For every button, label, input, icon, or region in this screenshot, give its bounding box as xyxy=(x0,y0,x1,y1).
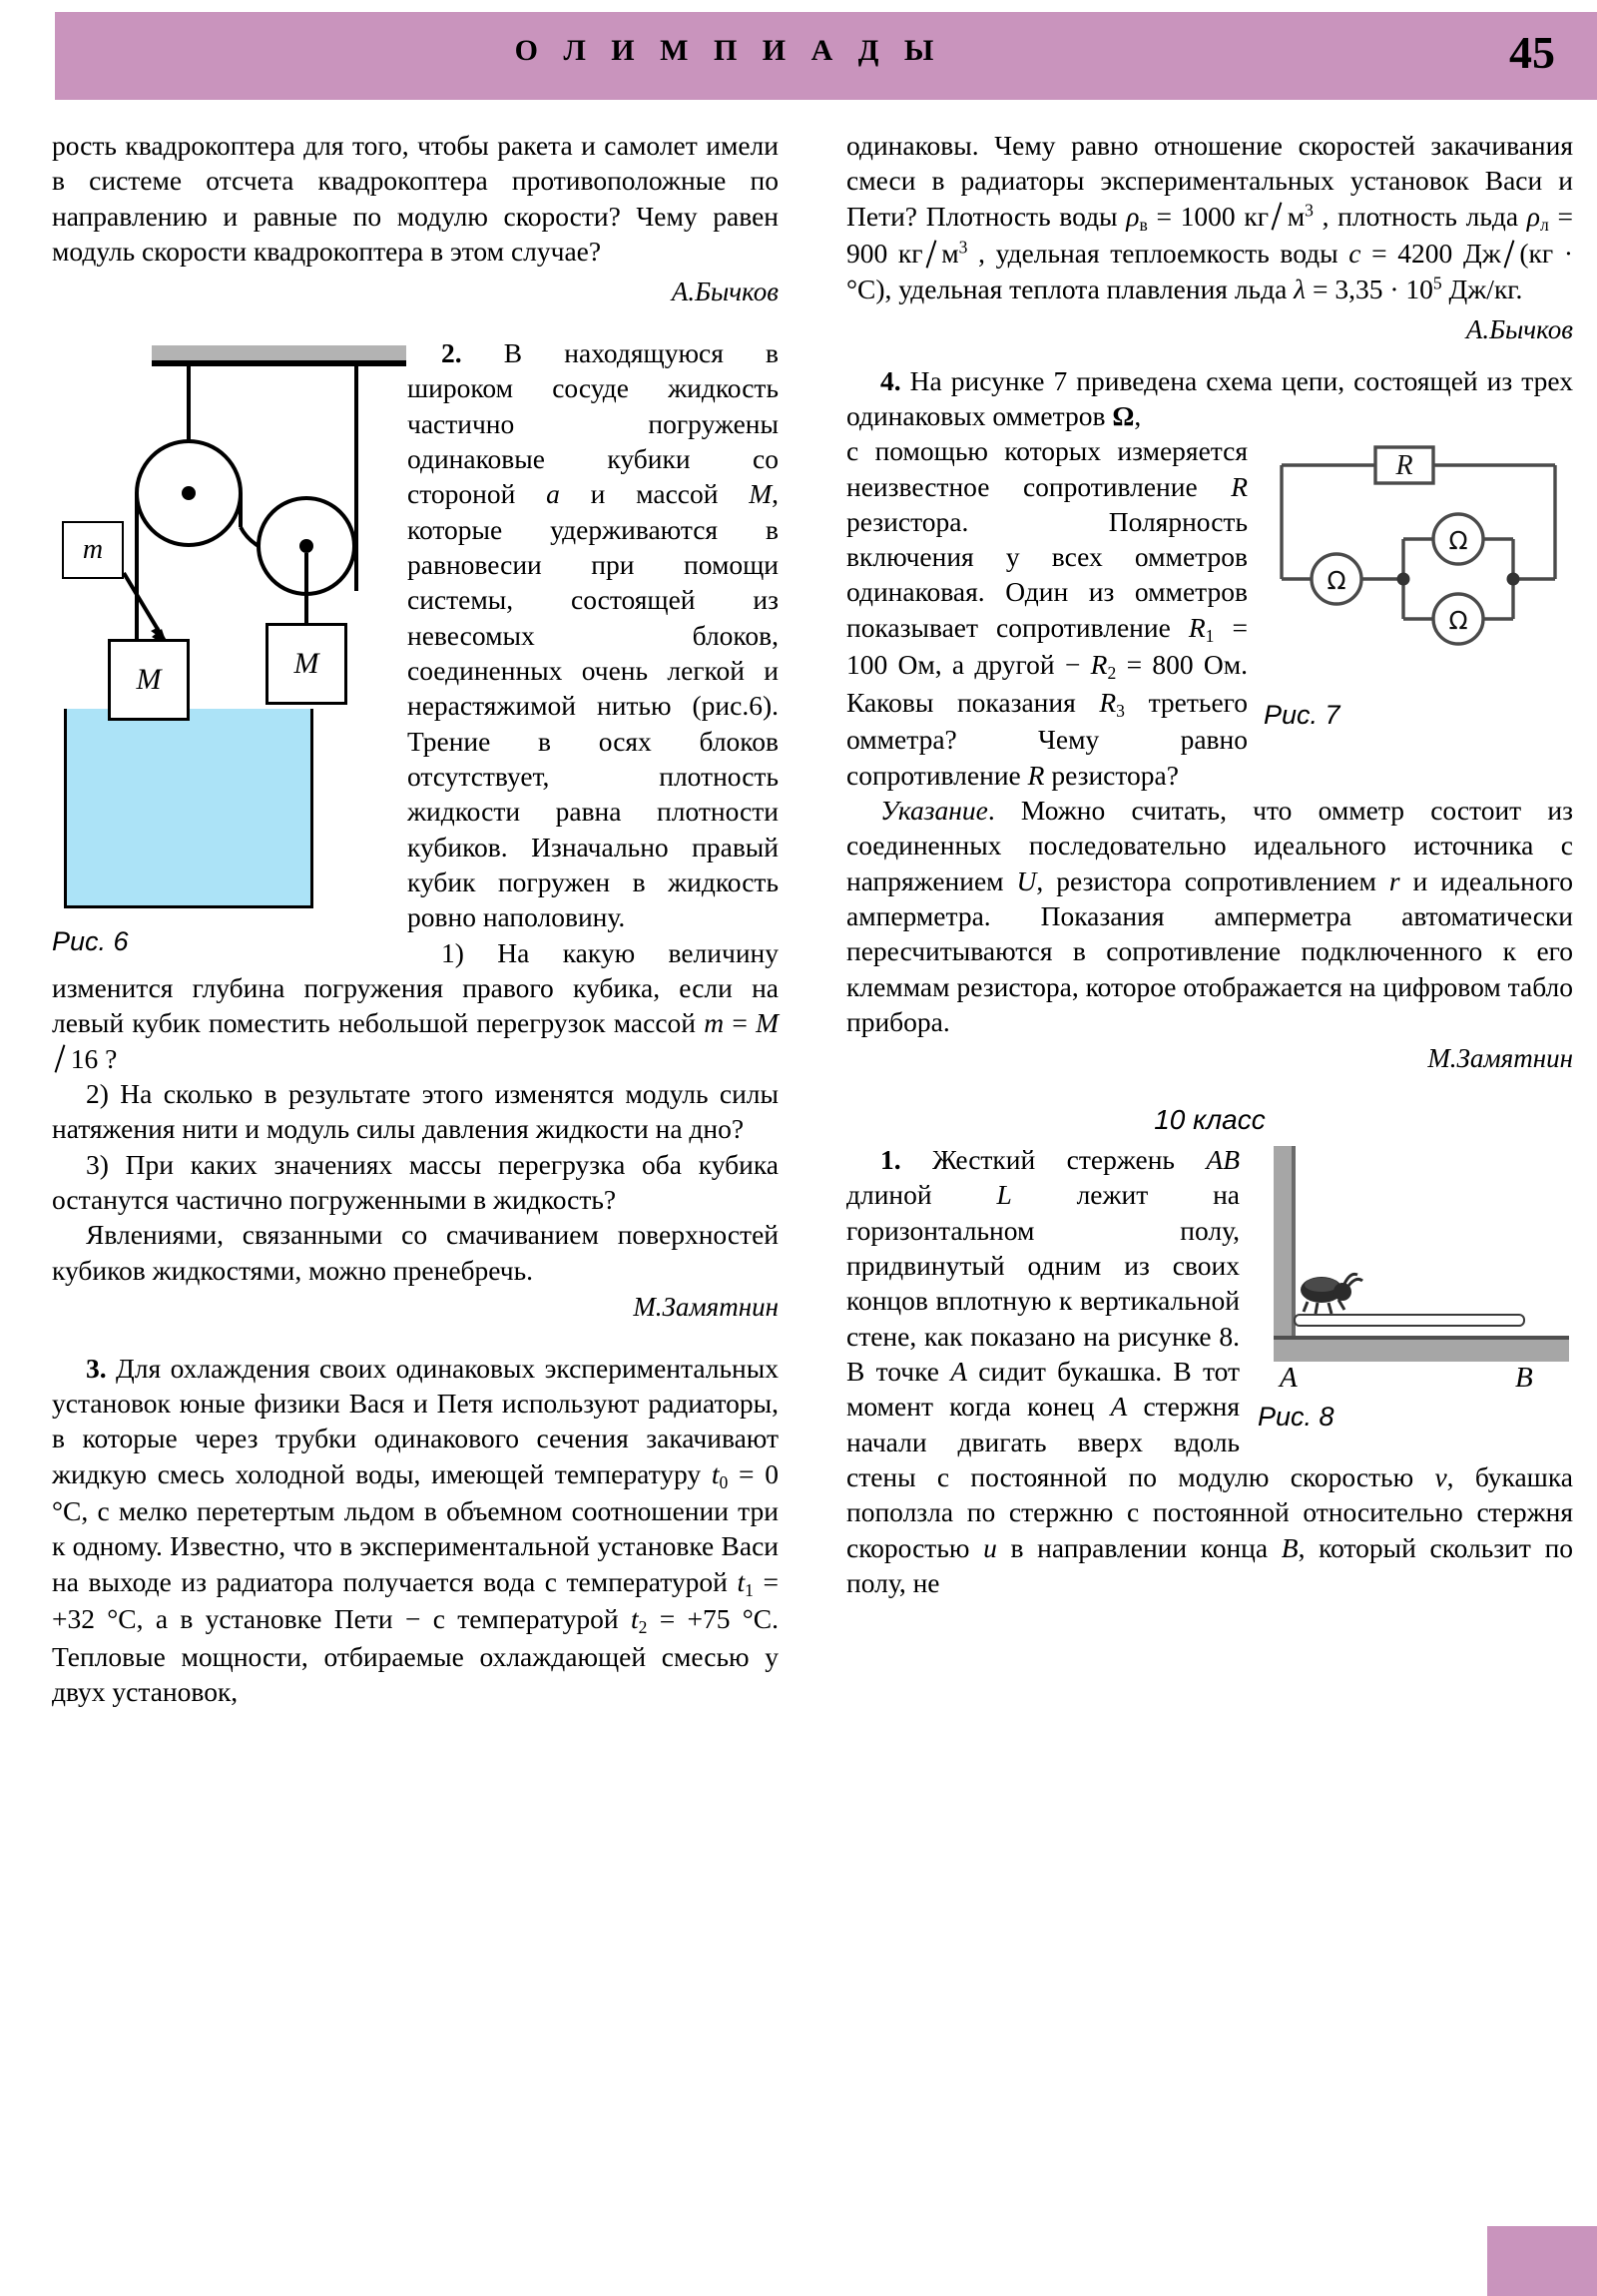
var-R2: R xyxy=(1090,649,1108,681)
problem-3-continuation xyxy=(846,128,1573,306)
figure-6-caption: Рис. 6 xyxy=(52,926,129,956)
problem-3 xyxy=(52,1351,779,1710)
rho-water-den: м xyxy=(1287,200,1306,232)
ohmmeter-1-label: Ω xyxy=(1327,566,1346,596)
vertical-wall xyxy=(1274,1146,1294,1356)
figure-7-circuit-svg xyxy=(1264,437,1573,687)
fraction-slash-4 xyxy=(1501,239,1520,267)
t0-value: = 0 °C xyxy=(52,1457,780,1527)
var-v: v xyxy=(1434,1460,1447,1492)
lambda-pow: 5 xyxy=(1432,272,1442,292)
q1-equals: = xyxy=(732,1007,748,1039)
problem-3-text-c: , а в установке Пети − с температурой xyxy=(136,1603,619,1635)
figure-8-drawing xyxy=(1258,1146,1573,1396)
point-B-label: B xyxy=(1515,1361,1533,1394)
paragraph-continuation: рость квадрокоптера для того, чтобы ракета и самолет имели в системе отсчета квадрокоптера противоположные по направлению и равные по модулю скорости? Чему равен модуль скорости квадрокоптера в этом случае? xyxy=(52,130,779,267)
var-A2: A xyxy=(1110,1391,1128,1423)
point-A-label: A xyxy=(1280,1361,1298,1394)
rho-ice-value: = 900 кг xyxy=(846,200,1573,270)
figure-8-caption: Рис. 8 xyxy=(1258,1401,1334,1432)
rho-ice-pow: 3 xyxy=(958,237,968,258)
fraction-slash-2 xyxy=(1269,201,1288,229)
p1-text-a: Жесткий стержень xyxy=(932,1143,1175,1175)
figure-7-caption: Рис. 7 xyxy=(1264,699,1340,730)
p3c-text-d: , удельная теплота плавления льда xyxy=(884,273,1288,304)
var-t1-sub: 1 xyxy=(745,1579,754,1600)
ohmmeter-2-label: Ω xyxy=(1448,526,1468,556)
author-byline-3: А.Бычков xyxy=(1465,313,1573,344)
p1-text-c: лежит на горизонтальном полу, придвинутый одним из своих концов вплотную к вертикальной стене, как показано на рисунке 8. В точке xyxy=(846,1179,1240,1387)
var-c: c xyxy=(1348,238,1361,270)
hint-var-r: r xyxy=(1388,864,1400,896)
problem-2-note: Явлениями, связанными со смачиванием поверхностей кубиков жидкостями, можно пренебречь. xyxy=(52,1219,779,1286)
q1-var-M: M xyxy=(756,1007,780,1039)
figure-7 xyxy=(1264,437,1573,732)
q1-text: 1) На какую величину изменится глубина погружения правого кубика, если на левый кубик поместить небольшой перегрузок массой xyxy=(52,936,779,1039)
R2-value: = 800 Ом. Каковы показания xyxy=(846,649,1249,718)
c-den: (кг · °C) xyxy=(846,238,1573,304)
right-column xyxy=(846,128,1573,1600)
c-value: = 4200 Дж xyxy=(1371,238,1501,270)
junction-dot-left xyxy=(1397,573,1410,586)
problem-4-number: 4. xyxy=(880,364,901,396)
var-R2-sub: 2 xyxy=(1107,663,1117,684)
class-heading: 10 класс xyxy=(1154,1104,1266,1135)
beetle-icon xyxy=(1296,1268,1365,1320)
p3c-text-b: , плотность льда xyxy=(1322,200,1519,232)
var-t0-sub: 0 xyxy=(719,1471,729,1492)
omega-symbol: Ω xyxy=(1112,399,1135,431)
var-t1: t xyxy=(737,1565,746,1597)
var-t0: t xyxy=(711,1457,720,1489)
problem-3-number: 3. xyxy=(86,1352,107,1384)
p1-text-b: длиной xyxy=(846,1179,932,1211)
p4-var-R: R xyxy=(1231,470,1248,502)
p4-text-c: резистора? xyxy=(1051,759,1179,791)
rho-ice-sub: л xyxy=(1540,214,1549,235)
problem-4-text-b: , xyxy=(1134,399,1142,431)
q1-denominator: 16 xyxy=(70,1042,99,1074)
rho-water-value: = 1000 кг xyxy=(1156,200,1269,232)
rho-water-sub: в xyxy=(1139,214,1148,235)
p4-var-R-end: R xyxy=(1027,759,1045,791)
lambda-value: = 3,35 · 10 xyxy=(1312,273,1433,304)
var-a: a xyxy=(546,478,560,510)
p4-wrap-a: с помощью которых измеряется неизвестное сопротивление xyxy=(846,435,1248,502)
q1-qmark: ? xyxy=(105,1042,118,1074)
figure-6 xyxy=(52,341,389,959)
problem-3-text-b: , с мелко перетертым льдом в объемном соотношении три к одному. Известно, что в экспериментальной установке Васи на выходе из радиатора получается вода с температурой xyxy=(52,1495,779,1597)
var-R3: R xyxy=(1099,686,1117,718)
var-A: A xyxy=(950,1355,968,1387)
fraction-slash xyxy=(52,1043,71,1071)
rho-water: ρ xyxy=(1126,200,1140,232)
left-column xyxy=(52,128,779,1709)
var-B: B xyxy=(1281,1531,1299,1563)
problem-2-wrap-text: удерживаются в равновесии при помощи системы, состоящей из невесомых блоков, соединенных очень легкой и нерастяжимой нитью (рис.6). Трение в осях блоков отсутствует, плотность жидкости равна плотности кубиков. Изначально правый кубик погружен в жидкость ровно наполовину. xyxy=(407,513,779,933)
var-M: M xyxy=(749,478,773,510)
p3c-text-a: одинаковы. Чему равно отношение скоростей закачивания смеси в радиаторы экспериментальных установок Васи и Пети? Плотность воды xyxy=(846,130,1573,232)
var-t2: t xyxy=(630,1603,639,1635)
overload-mass-box: m xyxy=(62,521,124,579)
var-t2-sub: 2 xyxy=(638,1617,648,1638)
problem-3-text-d: . Тепловые мощности, отбираемые охлаждающей смесью у двух установок, xyxy=(52,1603,780,1708)
p1-text-f: , букашка поползла по стержню с постоянной относительно стержня скоростью xyxy=(846,1460,1573,1563)
t2-value: = +75 °C xyxy=(659,1603,773,1635)
cube-left: M xyxy=(108,639,190,721)
var-lambda: λ xyxy=(1294,273,1307,304)
p1-text-e: стержня начали двигать вверх вдоль стены с постоянной по модулю скоростью xyxy=(846,1391,1414,1492)
hint-text-b: , резистора сопротивлением xyxy=(1036,864,1376,896)
horizontal-floor xyxy=(1274,1338,1569,1362)
problem-2-question-2: 2) На сколько в результате этого изменятся модуль силы натяжения нити и модуль силы давления жидкости на дно? xyxy=(52,1077,779,1145)
cube-right: M xyxy=(266,623,347,705)
hint-var-U: U xyxy=(1016,864,1037,896)
var-R1-sub: 1 xyxy=(1205,625,1215,646)
problem-4-text-a: На рисунке 7 приведена схема цепи, состоящей из трех одинаковых омметров xyxy=(846,364,1573,431)
problem-4-intro xyxy=(846,363,1573,434)
page-number: 45 xyxy=(1509,27,1555,78)
problem-2-tail: , которые xyxy=(407,478,780,545)
rho-ice-den: м xyxy=(941,238,959,270)
author-byline-4: М.Замятнин xyxy=(1427,1043,1573,1074)
junction-dot-right xyxy=(1507,573,1520,586)
p1-text-h: , который скользит по полу, не xyxy=(846,1531,1574,1598)
fraction-slash-3 xyxy=(923,239,942,267)
p1-text-g: в направлении конца xyxy=(1010,1531,1269,1563)
figure-8 xyxy=(1258,1146,1573,1435)
ohmmeter-3-label: Ω xyxy=(1448,606,1468,636)
var-R1: R xyxy=(1188,611,1206,643)
p1-text-d: сидит букашка. В тот момент когда конец xyxy=(846,1355,1241,1423)
p3c-text-e: . xyxy=(1515,273,1523,304)
t1-value: = +32 °C xyxy=(52,1565,780,1635)
hint-text-c: и идеального амперметра. Показания амперметра автоматически пересчитываются в сопротивление подключенного к его клеммам резистора, которое отображается на цифровом табло прибора. xyxy=(846,864,1573,1037)
rho-ice: ρ xyxy=(1526,200,1540,232)
resistor-R-label: R xyxy=(1395,450,1413,482)
problem-4-hint xyxy=(846,793,1573,1039)
problem-2-question-3: 3) При каких значениях массы перегрузка оба кубика останутся частично погруженными в жидкость? xyxy=(52,1148,779,1215)
problem-2-lead: В находящуюся в широком сосуде жидкость частично погружены одинаковые кубики со стороной xyxy=(407,337,779,510)
header-band xyxy=(55,12,1597,100)
problem-3-text-a: Для охлаждения своих одинаковых экспериментальных установок юные физики Вася и Петя используют радиаторы, в которые через трубки одинакового сечения закачивают жидкую смесь холодной воды, имеющей температуру xyxy=(52,1352,780,1489)
rho-water-pow: 3 xyxy=(1305,199,1314,220)
p3c-text-c: , удельная теплоемкость воды xyxy=(978,238,1338,270)
page-title: О Л И М П И А Д Ы xyxy=(514,34,943,67)
liquid-tank xyxy=(64,709,313,908)
author-byline: А.Бычков xyxy=(671,277,779,307)
var-L: L xyxy=(996,1179,1012,1211)
hint-label: Указание xyxy=(880,795,988,827)
figure-6-drawing xyxy=(52,341,389,920)
lambda-unit: Дж/кг xyxy=(1448,273,1516,304)
var-R3-sub: 3 xyxy=(1116,700,1125,721)
bottom-corner-block xyxy=(1487,2226,1597,2296)
q1-var-m: m xyxy=(704,1007,725,1039)
R3-value: третьего омметра? Чему равно сопротивление xyxy=(846,686,1248,791)
hint-text-a: . Можно считать, что омметр состоит из соединенных последовательно идеального источника с напряжением xyxy=(846,795,1573,896)
author-byline-2: М.Замятнин xyxy=(633,1291,779,1322)
problem-2-number: 2. xyxy=(441,337,462,368)
floor-edge xyxy=(1274,1336,1569,1340)
p4-wrap-b: резистора. Полярность включения у всех омметров одинаковая. Один из омметров показывает сопротивление xyxy=(846,505,1248,643)
problem-1-number: 1. xyxy=(880,1143,901,1175)
problem-2-mid: и массой xyxy=(590,478,719,510)
rod-AB-label: AB xyxy=(1206,1143,1241,1175)
var-u: u xyxy=(983,1531,997,1563)
R1-value: = 100 Ом, а другой − xyxy=(846,611,1249,681)
